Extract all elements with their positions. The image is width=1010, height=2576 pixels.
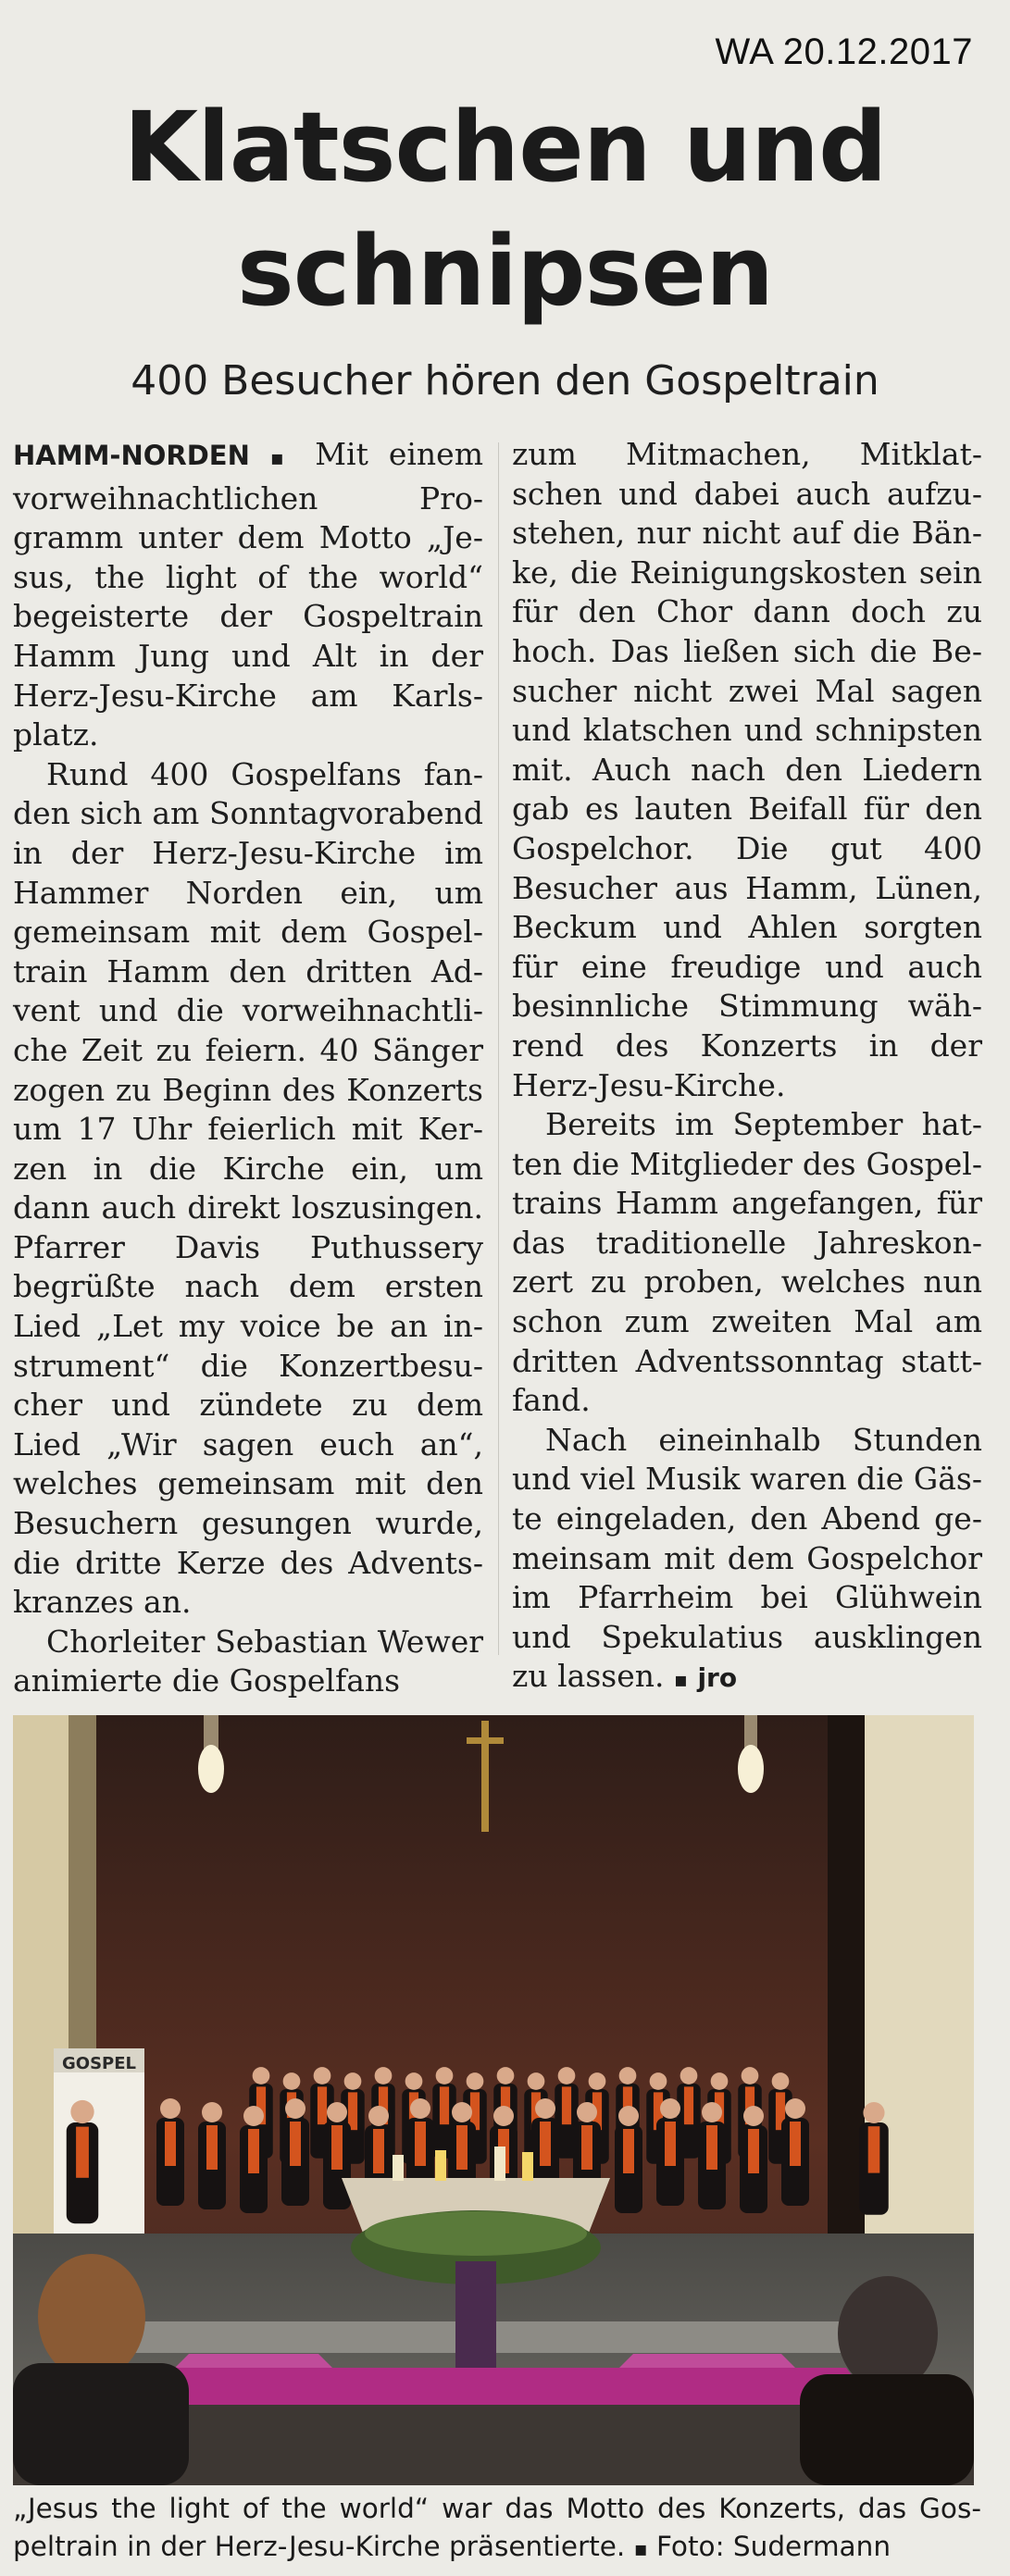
end-separator: ▪: [674, 1669, 688, 1693]
paragraph: Bereits im September hatten die Mitglieder des Gospeltrains Hamm angefangen, für das traditionelle Jahreskonzert zu proben, welches nun schon zum zweiten Mal am dritten Adventssonntag stattfand.: [512, 1106, 982, 1419]
paragraph: [512, 1421, 982, 1701]
caption-text: „Jesus the light of the world“ war das Motto des Konzerts, das Gospeltrain in der Herz-Jesu-Kirche präsentierte.: [13, 2493, 981, 2562]
paragraph-text: Mit einem vorweihnachtlichen Programm unter dem Motto „Jesus, the light of the world“ begeisterte der Gospeltrain Hamm Jung und Alt in der Herz-Jesu-Kirche am Karlsplatz.: [13, 436, 483, 753]
paragraph: zum Mitmachen, Mitklatschen und dabei auch aufzustehen, nur nicht auf die Bänke, die Reinigungskosten sein für den Chor dann doch zu hoch. Das ließen sich die Besucher nicht zwei Mal sagen und klatschen und schnipsten mit. Auch nach den Liedern gab es lauten Beifall für den Gospelchor. Die gut 400 Besucher aus Hamm, Lünen, Beckum und Ahlen sorgten für eine freudige und auch besinnliche Stimmung während des Konzerts in der Herz-Jesu-Kirche.: [512, 436, 982, 1103]
clipping-date-stamp: WA 20.12.2017: [715, 31, 973, 72]
headline-line-2: schnipsen: [236, 215, 774, 328]
ceiling-lamp-right-icon: [738, 1745, 764, 1793]
article-photo: [13, 1715, 974, 2485]
concert-photo-illustration: [13, 1715, 974, 2485]
paragraph: Chorleiter Sebastian Wewer animierte die Gospelfans: [13, 1623, 483, 1699]
column-divider: [498, 442, 499, 1655]
article-column-left: [13, 435, 483, 1701]
article-column-right: [512, 435, 982, 1701]
photo-credit: Foto: Sudermann: [656, 2531, 892, 2562]
paragraph: Rund 400 Gospelfans fanden sich am Sonntagvorabend in der Herz-Jesu-Kirche im Hammer Norden ein, um gemeinsam mit dem Gospeltrain Hamm den dritten Advent und die vorweihnachtliche Zeit zu feiern. 40 Sänger zogen zu Beginn des Konzerts um 17 Uhr feierlich mit Kerzen in die Kirche ein, um dann auch direkt loszusingen. Pfarrer Davis Puthussery begrüßte nach dem ersten Lied „Let my voice be an instrument“ die Konzertbesucher und zündete zu dem Lied „Wir sagen euch an“, welches gemeinsam mit den Besuchern gesungen wurde, die dritte Kerze des Adventskranzes an.: [13, 755, 483, 1621]
photo-caption: [13, 2490, 981, 2569]
author-signature: jro: [697, 1662, 738, 1694]
dateline-separator: ▪: [269, 447, 295, 470]
paragraph: [13, 435, 483, 755]
caption-separator: ▪: [633, 2538, 648, 2561]
banner-label: GOSPEL: [62, 2054, 136, 2073]
headline-line-1: Klatschen und: [123, 91, 887, 204]
dateline: HAMM-NORDEN: [13, 440, 250, 471]
right-pillar-dark: [828, 1715, 865, 2234]
article-subheadline: 400 Besucher hören den Gospeltrain: [131, 357, 879, 404]
ceiling-lamp-left-icon: [198, 1745, 224, 1793]
article-headline: [0, 85, 1010, 333]
paragraph-text: Nach eineinhalb Stunden und viel Musik waren die Gäste eingeladen, den Abend gemeinsam mit dem Gospelchor im Pfarrheim bei Glühwein und Spekulatius ausklingen zu lassen.: [512, 1421, 982, 1695]
